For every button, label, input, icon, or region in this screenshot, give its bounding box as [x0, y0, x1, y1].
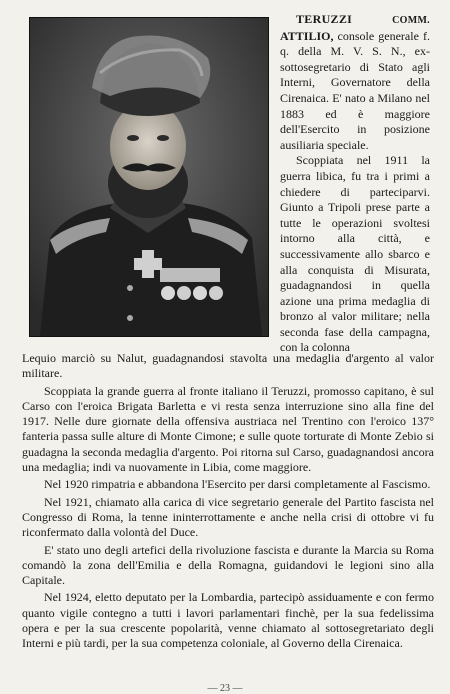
bio-sidebar-text — [280, 12, 430, 356]
bio-1920-paragraph: Nel 1920 rimpatria e abbandona l'Esercito per darsi completamente al Fascismo. — [44, 477, 431, 492]
bio-march-paragraph: E' stato uno degli artefici della rivoluzione fascista e durante la Marcia su Roma comandò la zona dell'Emilia e della Romagna, guidandovi le legioni sino alla Capitale. — [22, 542, 434, 588]
bio-main-text — [22, 351, 434, 652]
bio-intro-paragraph — [280, 12, 430, 153]
bio-ww1-paragraph: Scoppiata la grande guerra al fronte italiano il Teruzzi, promosso capitano, è sul Carso con l'eroica Brigata Barletta e vi resta senza interruzione sino alla fine del 1917. Nelle dure giornate della offensiva austriaca nel Trentino con l'eroico 137° fanteria passa sulle alture di Monte Cimone; e sulle quote torturate di Monte Zebio si guadagna la seconda medaglia d'argento. Poi ritorna sul Carso, guadagnandosi ancora una medaglia; indi va nuovamente in Libia, come maggiore. — [22, 383, 434, 475]
bio-1924-paragraph: Nel 1924, eletto deputato per la Lombardia, partecipò assiduamente e con fermo quanto vigile contegno a tutti i lavori parlamentari finchè, per la sua fedelissima opera e per la sua crescente popolarità, venne chiamato al sottosegretariato degli Interni e più tardi, per la sua competenza coloniale, al Governo della Cirenaica. — [22, 590, 434, 651]
portrait-photo — [29, 17, 269, 337]
bio-intro-text: console generale f. q. della M. V. S. N., ex-sottosegretario di Stato agli Interni, Governatore della Cirenaica. E' nato a Milano nel 1883 ed è maggiore dell'Esercito in posizione ausiliaria speciale. — [280, 28, 430, 152]
person-surname: TERUZZI — [296, 12, 353, 26]
person-honorific: COMM. — [392, 15, 430, 26]
bio-1921-paragraph: Nel 1921, chiamato alla carica di vice segretario generale del Partito fascista nel Congresso di Roma, la tenne ininterrottamente e anche nella crisi di ottobre vi fu riconfermato dalla volontà del Duce. — [22, 494, 434, 540]
bio-libya-paragraph-start: Scoppiata nel 1911 la guerra libica, fu tra i primi a chiedere di parteciparvi. Giunto a Tripoli prese parte a tutte le operazioni svoltesi intorno alla città, e successivamente allo sbarco e alla conquista di Misurata, guadagnandosi in quella azione una prima medaglia di bronzo al valor militare; nella seconda fase della campagna, con la colonna — [280, 153, 430, 355]
bio-libya-paragraph-end: Lequio marciò su Nalut, guadagnandosi stavolta una medaglia d'argento al valor militare. — [22, 351, 434, 381]
portrait-illustration — [30, 18, 268, 336]
page-number: — 23 — — [207, 683, 243, 694]
person-first-name: ATTILIO, — [280, 28, 334, 43]
